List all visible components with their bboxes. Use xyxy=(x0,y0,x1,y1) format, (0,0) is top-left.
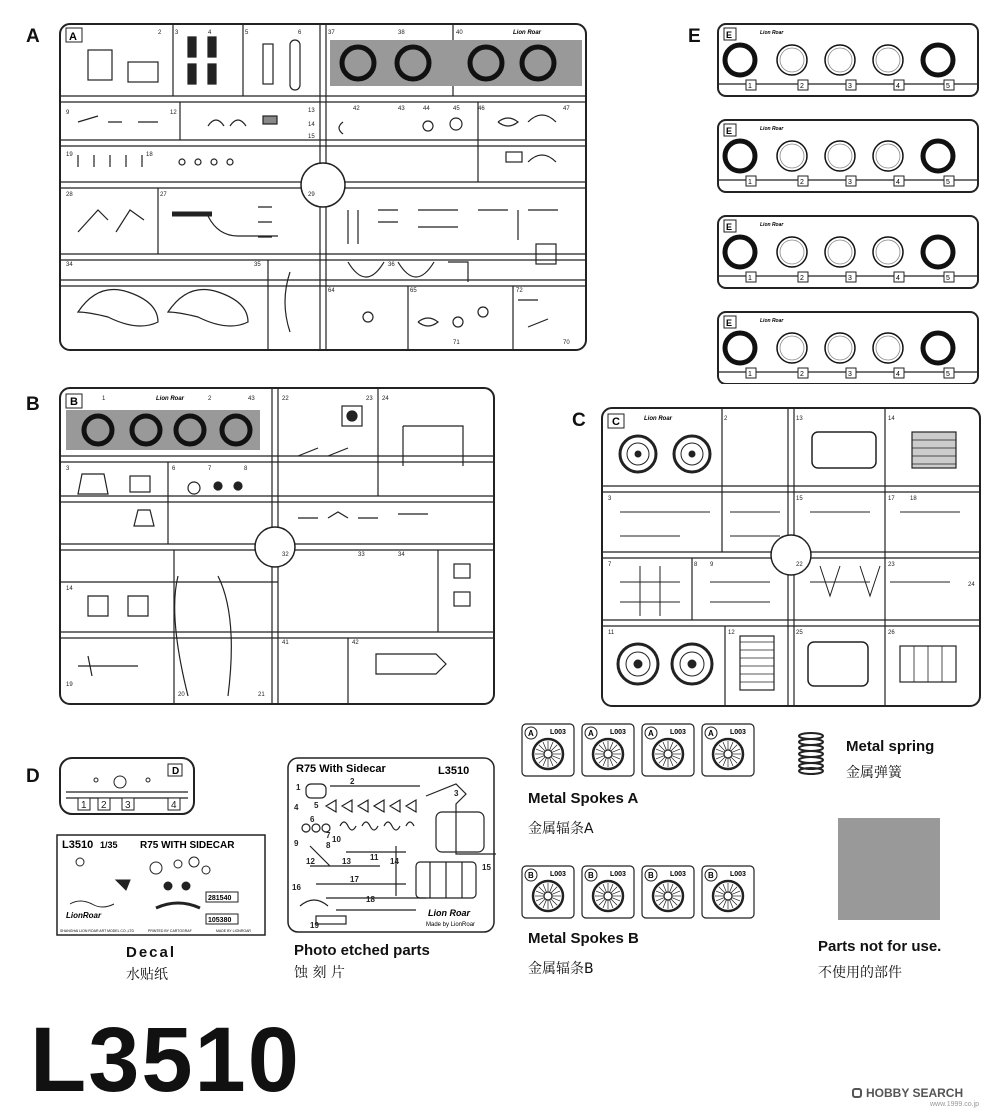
sprue-e-tyre xyxy=(825,333,855,363)
svg-text:65: 65 xyxy=(410,288,417,294)
spokes-a-group xyxy=(518,722,758,780)
svg-text:9: 9 xyxy=(710,562,714,568)
sprue-a-brand: Lion Roar xyxy=(513,30,541,36)
svg-text:15: 15 xyxy=(796,496,803,502)
sprue-e-tag: E xyxy=(726,318,733,328)
svg-text:22: 22 xyxy=(282,396,289,402)
decal-caption: Decal xyxy=(126,944,177,961)
sprue-e-part-number: 3 xyxy=(848,83,852,90)
svg-text:19: 19 xyxy=(310,921,319,930)
svg-text:72: 72 xyxy=(516,288,523,294)
watermark xyxy=(852,1086,963,1100)
sprue-c-label: C xyxy=(572,410,586,431)
watermark-url: www.1999.co.jp xyxy=(930,1101,980,1108)
sprue-e-tyre xyxy=(825,237,855,267)
svg-text:2: 2 xyxy=(158,30,162,36)
sprue-c-tag: C xyxy=(612,416,620,428)
decal-header-title: R75 WITH SIDECAR xyxy=(140,840,235,851)
spokes-b-fret xyxy=(642,866,694,918)
sprue-e-part-number: 5 xyxy=(946,83,950,90)
sprue-e-frame-3 xyxy=(718,216,978,288)
svg-text:9: 9 xyxy=(294,839,299,848)
spokes-a-fret xyxy=(702,724,754,776)
sprue-e-tyre xyxy=(873,237,903,267)
svg-text:45: 45 xyxy=(453,106,460,112)
sprue-e-tyre xyxy=(825,45,855,75)
svg-text:42: 42 xyxy=(353,106,360,112)
svg-text:13: 13 xyxy=(796,416,803,422)
svg-text:3: 3 xyxy=(66,466,70,472)
sprue-d-frame xyxy=(58,756,196,818)
spokes-b-frets xyxy=(518,864,758,922)
photo-etch-fret xyxy=(286,756,498,936)
spokes-b-tag: B xyxy=(528,871,534,880)
decal-serial-2: 105380 xyxy=(208,917,232,924)
sprue-a-label: A xyxy=(26,26,40,47)
svg-text:34: 34 xyxy=(66,262,73,268)
svg-text:12: 12 xyxy=(306,857,315,866)
sprue-e-frame-2 xyxy=(718,120,978,192)
spokes-a-code: L003 xyxy=(610,729,626,736)
svg-text:64: 64 xyxy=(328,288,335,294)
sprue-e-part-number: 5 xyxy=(946,179,950,186)
sprue-e-tag: E xyxy=(726,222,733,232)
svg-text:37: 37 xyxy=(328,30,335,36)
svg-text:36: 36 xyxy=(388,262,395,268)
sprue-e-tyre xyxy=(725,333,755,363)
spokes-a-code: L003 xyxy=(550,729,566,736)
svg-text:4: 4 xyxy=(294,803,299,812)
sprue-e-tag: E xyxy=(726,30,733,40)
decal-footer-right: MADE BY LIONROAR xyxy=(216,929,251,933)
pe-caption: Photo etched parts xyxy=(294,942,430,959)
svg-text:46: 46 xyxy=(478,106,485,112)
sprue-e-part-number: 1 xyxy=(748,83,752,90)
svg-text:7: 7 xyxy=(326,831,331,840)
svg-text:23: 23 xyxy=(888,562,895,568)
svg-text:38: 38 xyxy=(398,30,405,36)
svg-text:3: 3 xyxy=(454,789,459,798)
sprue-e-tag: E xyxy=(726,126,733,136)
watermark-text: HOBBY SEARCH xyxy=(866,1086,964,1100)
sprue-e-part-number: 5 xyxy=(946,371,950,378)
svg-text:2: 2 xyxy=(350,777,355,786)
sprue-b-brand: Lion Roar xyxy=(156,396,184,402)
sprue-e-tyre xyxy=(923,45,953,75)
sprue-e-tyre xyxy=(725,237,755,267)
sprue-b-frame xyxy=(58,386,498,708)
svg-text:8: 8 xyxy=(244,466,248,472)
sprue-d-part-4: 4 xyxy=(171,800,177,811)
svg-text:7: 7 xyxy=(208,466,212,472)
decal-header-scale: 1/35 xyxy=(100,840,118,850)
spokes-b-caption: Metal Spokes B xyxy=(528,930,639,947)
svg-text:43: 43 xyxy=(398,106,405,112)
decal-footer-mid: PRINTED BY CARTOGRAF xyxy=(148,929,192,933)
sprue-e-tyre xyxy=(777,45,807,75)
spokes-a-code: L003 xyxy=(670,729,686,736)
spokes-a-tag: A xyxy=(528,729,534,738)
svg-text:12: 12 xyxy=(728,630,735,636)
pe-made-by: Made by LionRoar xyxy=(426,922,476,928)
spokes-b-tag: B xyxy=(708,871,714,880)
decal-serial-1: 281540 xyxy=(208,895,232,902)
sprue-e-frame-4 xyxy=(718,312,978,384)
spokes-b-code: L003 xyxy=(670,871,686,878)
svg-text:8: 8 xyxy=(326,841,331,850)
not-for-use-swatch xyxy=(838,818,940,920)
sprue-e-part-number: 3 xyxy=(848,275,852,282)
sprue-e-tyre xyxy=(725,141,755,171)
svg-text:3: 3 xyxy=(608,496,612,502)
sprue-e-tyre xyxy=(825,141,855,171)
sprue-e-part-number: 2 xyxy=(800,83,804,90)
svg-text:1: 1 xyxy=(296,783,301,792)
svg-text:43: 43 xyxy=(248,396,255,402)
svg-text:41: 41 xyxy=(282,640,289,646)
sprue-d-part-1: 1 xyxy=(81,800,87,811)
svg-text:4: 4 xyxy=(208,30,212,36)
svg-text:6: 6 xyxy=(172,466,176,472)
sprue-e-tyre xyxy=(923,141,953,171)
svg-text:18: 18 xyxy=(366,895,375,904)
spokes-b-fret xyxy=(582,866,634,918)
decal-brand: LionRoar xyxy=(66,911,102,920)
svg-text:25: 25 xyxy=(796,630,803,636)
svg-text:17: 17 xyxy=(350,875,359,884)
svg-text:26: 26 xyxy=(888,630,895,636)
svg-text:9: 9 xyxy=(66,110,70,116)
spokes-a-fret xyxy=(642,724,694,776)
sprue-e-frame-1 xyxy=(718,24,978,96)
decal-caption-cn: 水贴纸 xyxy=(126,967,168,983)
sprue-e-brand: Lion Roar xyxy=(760,318,784,324)
decal-header-code: L3510 xyxy=(62,839,94,851)
spokes-b-caption-cn: 金属辐条B xyxy=(528,961,594,977)
svg-text:70: 70 xyxy=(563,340,570,346)
sprue-e-brand: Lion Roar xyxy=(760,126,784,132)
sprue-e-part-number: 2 xyxy=(800,275,804,282)
sprue-c-brand: Lion Roar xyxy=(644,416,672,422)
sprue-e-tyre xyxy=(873,45,903,75)
pe-brand: Lion Roar xyxy=(428,908,470,918)
sprue-e-part-number: 3 xyxy=(848,179,852,186)
svg-text:6: 6 xyxy=(298,30,302,36)
sprue-a-tag: A xyxy=(69,31,77,43)
svg-text:5: 5 xyxy=(245,30,249,36)
sprue-e-part-number: 1 xyxy=(748,179,752,186)
svg-text:14: 14 xyxy=(308,122,315,128)
decal-sheet xyxy=(56,834,266,936)
svg-text:28: 28 xyxy=(66,192,73,198)
sprue-d-label: D xyxy=(26,766,40,787)
sprue-e-label: E xyxy=(688,26,701,47)
not-for-use-caption-cn: 不使用的部件 xyxy=(818,965,902,981)
svg-text:19: 19 xyxy=(66,152,73,158)
spokes-a-fret xyxy=(582,724,634,776)
svg-text:6: 6 xyxy=(310,815,315,824)
svg-text:24: 24 xyxy=(382,396,389,402)
product-code: L3510 xyxy=(30,1009,301,1111)
svg-text:15: 15 xyxy=(482,863,491,872)
spring-icon xyxy=(796,730,826,776)
sprue-e-part-number: 4 xyxy=(896,179,900,186)
sprue-e-part-number: 1 xyxy=(748,275,752,282)
svg-text:42: 42 xyxy=(352,640,359,646)
svg-text:8: 8 xyxy=(694,562,698,568)
sprue-e-part-number: 4 xyxy=(896,275,900,282)
svg-text:14: 14 xyxy=(66,586,73,592)
spokes-b-tag: B xyxy=(588,871,594,880)
svg-text:34: 34 xyxy=(398,552,405,558)
svg-text:23: 23 xyxy=(366,396,373,402)
svg-text:27: 27 xyxy=(160,192,167,198)
sprue-c-frame xyxy=(600,406,984,710)
svg-text:18: 18 xyxy=(146,152,153,158)
svg-text:71: 71 xyxy=(453,340,460,346)
pe-caption-cn: 蚀 刻 片 xyxy=(294,965,345,981)
spokes-b-code: L003 xyxy=(550,871,566,878)
svg-text:14: 14 xyxy=(390,857,399,866)
pe-code: L3510 xyxy=(438,765,470,777)
svg-text:11: 11 xyxy=(370,853,379,862)
spokes-b-tag: B xyxy=(648,871,654,880)
svg-text:20: 20 xyxy=(178,692,185,698)
sprue-e-tyre xyxy=(777,237,807,267)
sprue-e-part-number: 4 xyxy=(896,371,900,378)
hobby-search-logo-icon xyxy=(852,1088,862,1098)
sprue-e-part-number: 5 xyxy=(946,275,950,282)
svg-text:21: 21 xyxy=(258,692,265,698)
svg-text:11: 11 xyxy=(608,630,615,636)
spokes-b-fret xyxy=(702,866,754,918)
sprue-e-tyre xyxy=(725,45,755,75)
decal-footer-left: SHANGHAI LION ROAR ART MODEL CO.,LTD xyxy=(60,929,134,933)
sprue-e-frames xyxy=(716,22,980,384)
sprue-e-brand: Lion Roar xyxy=(760,30,784,36)
sprue-d-part-2: 2 xyxy=(101,800,107,811)
sprue-e-part-number: 2 xyxy=(800,179,804,186)
svg-text:47: 47 xyxy=(563,106,570,112)
svg-text:29: 29 xyxy=(308,192,315,198)
sprue-e-tyre xyxy=(873,333,903,363)
sprue-e-tyre xyxy=(923,333,953,363)
svg-text:17: 17 xyxy=(888,496,895,502)
sprue-e-tyre xyxy=(873,141,903,171)
spring-caption-cn: 金属弹簧 xyxy=(846,765,902,781)
svg-text:35: 35 xyxy=(254,262,261,268)
svg-text:32: 32 xyxy=(282,552,289,558)
svg-text:44: 44 xyxy=(423,106,430,112)
svg-text:7: 7 xyxy=(608,562,612,568)
sprue-e-part-number: 1 xyxy=(748,371,752,378)
sprue-e-brand: Lion Roar xyxy=(760,222,784,228)
spokes-a-code: L003 xyxy=(730,729,746,736)
spokes-b-fret xyxy=(522,866,574,918)
not-for-use-caption: Parts not for use. xyxy=(818,938,942,955)
svg-text:22: 22 xyxy=(796,562,803,568)
spokes-a-tag: A xyxy=(708,729,714,738)
spokes-a-caption: Metal Spokes A xyxy=(528,790,639,807)
sprue-e-part-number: 3 xyxy=(848,371,852,378)
svg-text:1: 1 xyxy=(102,396,106,402)
svg-text:10: 10 xyxy=(332,835,341,844)
svg-text:13: 13 xyxy=(308,108,315,114)
svg-text:15: 15 xyxy=(308,134,315,140)
sprue-e-part-number: 4 xyxy=(896,83,900,90)
svg-text:19: 19 xyxy=(66,682,73,688)
spokes-a-tag: A xyxy=(648,729,654,738)
svg-text:16: 16 xyxy=(292,883,301,892)
sprue-e-part-number: 2 xyxy=(800,371,804,378)
svg-text:3: 3 xyxy=(175,30,179,36)
sprue-e-tyre xyxy=(777,141,807,171)
spokes-a-tag: A xyxy=(588,729,594,738)
svg-text:13: 13 xyxy=(342,857,351,866)
svg-text:2: 2 xyxy=(724,416,728,422)
spokes-b-group xyxy=(518,864,758,922)
svg-text:40: 40 xyxy=(456,30,463,36)
svg-text:2: 2 xyxy=(208,396,212,402)
pe-title: R75 With Sidecar xyxy=(296,763,386,775)
svg-text:24: 24 xyxy=(968,582,975,588)
spokes-b-code: L003 xyxy=(730,871,746,878)
svg-text:12: 12 xyxy=(170,110,177,116)
sprue-d-part-3: 3 xyxy=(125,800,131,811)
svg-text:5: 5 xyxy=(314,801,319,810)
sprue-d-tag: D xyxy=(172,766,180,777)
sprue-b-label: B xyxy=(26,394,40,415)
sprue-e-tyre xyxy=(777,333,807,363)
spring-caption: Metal spring xyxy=(846,738,935,755)
sprue-b-tag: B xyxy=(70,396,78,408)
spokes-b-code: L003 xyxy=(610,871,626,878)
sprue-e-tyre xyxy=(923,237,953,267)
svg-text:33: 33 xyxy=(358,552,365,558)
sprue-a-frame xyxy=(58,22,590,354)
spokes-a-fret xyxy=(522,724,574,776)
spokes-a-frets xyxy=(518,722,758,780)
spokes-a-caption-cn: 金属辐条A xyxy=(528,821,594,837)
svg-text:14: 14 xyxy=(888,416,895,422)
svg-text:18: 18 xyxy=(910,496,917,502)
